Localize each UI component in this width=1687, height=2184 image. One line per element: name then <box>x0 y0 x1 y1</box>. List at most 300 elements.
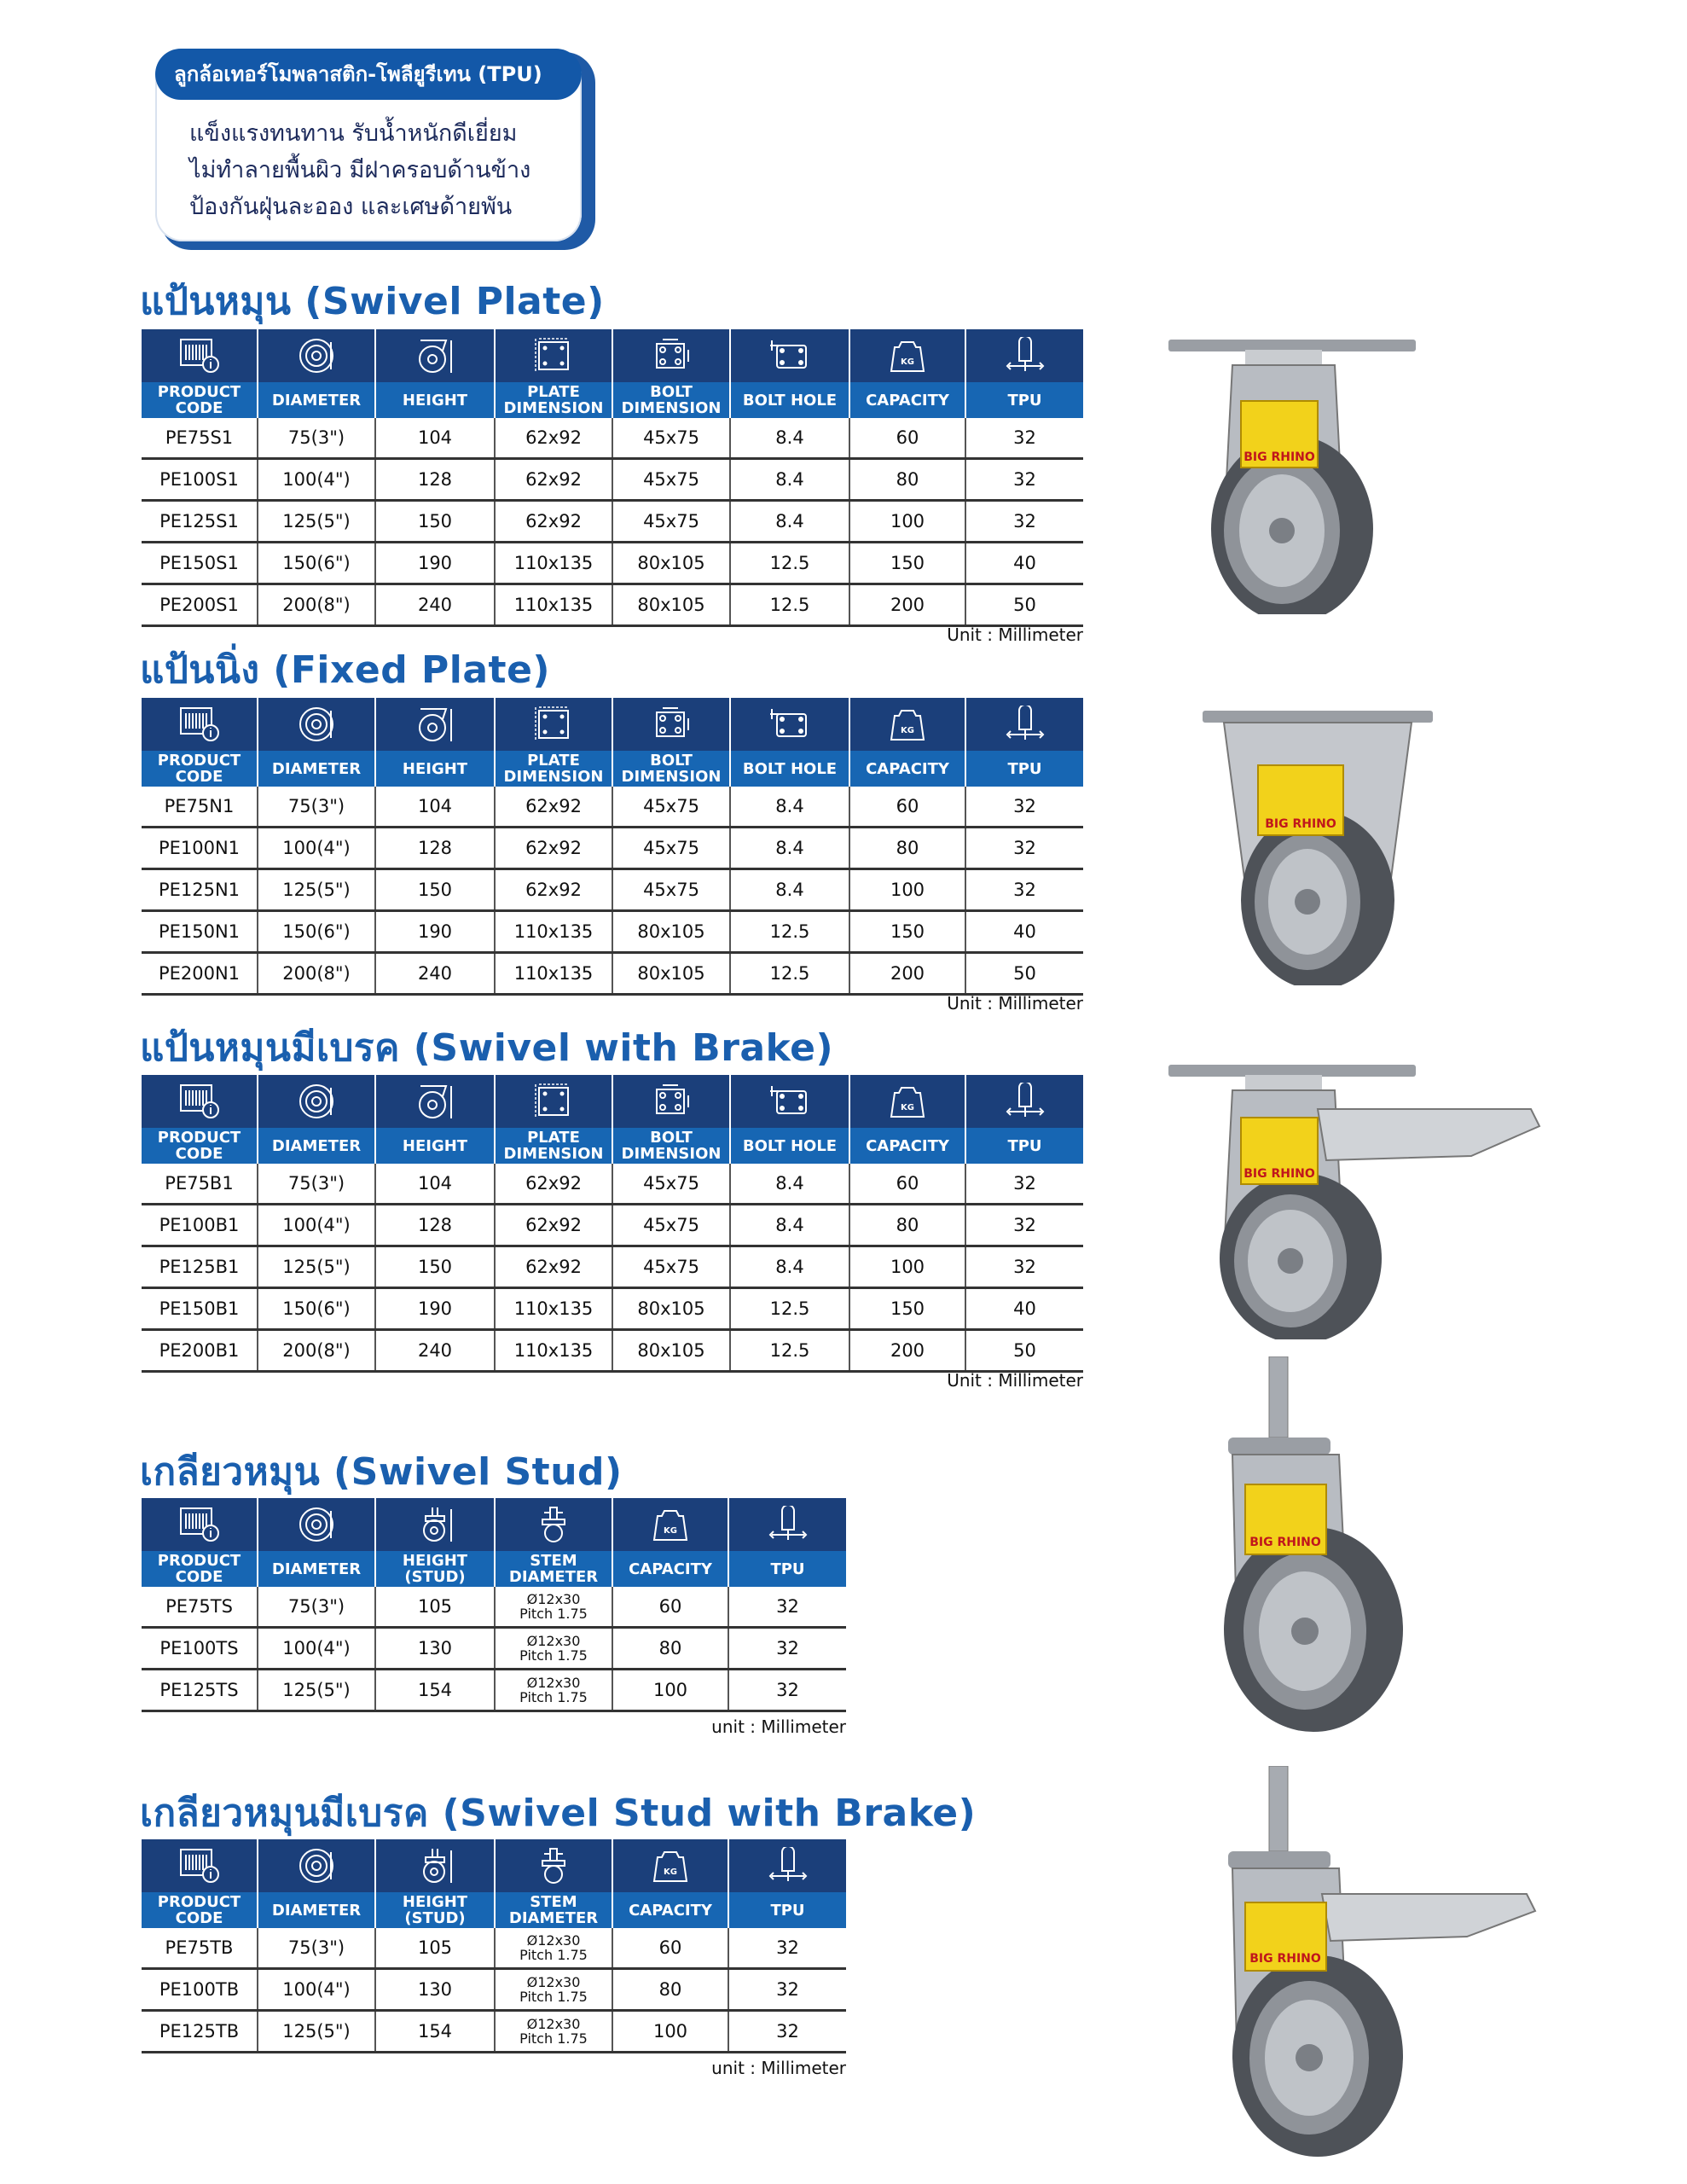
caster-photo-fixed <box>1190 704 1446 989</box>
table-cell: PE125N1 <box>142 869 258 911</box>
spec-table-fixed <box>142 698 1083 996</box>
barcode-info-icon <box>178 1506 221 1543</box>
table-cell: PE75TB <box>142 1928 258 1969</box>
table-row <box>142 501 1083 543</box>
column-header: CAPACITY <box>849 1128 965 1164</box>
caster-photo-stud-brake <box>1211 1766 1544 2170</box>
header-icon-cell <box>612 1075 730 1128</box>
table-cell: 60 <box>849 1164 965 1205</box>
table-cell: 32 <box>728 1587 846 1628</box>
column-header: BOLT DIMENSION <box>612 1128 730 1164</box>
intro-card <box>155 49 582 241</box>
header-icon-cell <box>142 698 258 751</box>
header-icon-cell <box>375 1839 495 1892</box>
table-cell: 75(3") <box>258 418 375 459</box>
table-row <box>142 1969 846 2011</box>
stem-size: Ø12x30 <box>526 1591 581 1607</box>
table-cell: 75(3") <box>258 1928 375 1969</box>
table-cell: 62x92 <box>495 501 612 543</box>
header-icon-cell <box>142 1075 258 1128</box>
table-cell: 200 <box>849 584 965 626</box>
table-cell: PE125S1 <box>142 501 258 543</box>
table-cell: 200 <box>849 1330 965 1372</box>
table-cell: PE150N1 <box>142 911 258 953</box>
table-cell: 100(4") <box>258 459 375 501</box>
table-cell: 32 <box>728 1628 846 1670</box>
tpu-wheel-icon <box>1004 1083 1046 1120</box>
kg-weight-icon <box>649 1847 692 1885</box>
table-row <box>142 584 1083 626</box>
table-cell: 125(5") <box>258 869 375 911</box>
stem-diameter-icon <box>532 1847 575 1885</box>
table-row <box>142 911 1083 953</box>
table-cell: PE75TS <box>142 1587 258 1628</box>
table-cell: 200 <box>849 953 965 995</box>
header-icon-cell <box>849 698 965 751</box>
stem-size: Ø12x30 <box>526 1633 581 1649</box>
column-header: HEIGHT (STUD) <box>375 1892 495 1928</box>
unit-label: Unit : Millimeter <box>947 993 1083 1014</box>
header-icon-cell <box>730 329 849 382</box>
intro-lines <box>189 115 530 225</box>
table-cell: 80 <box>849 828 965 869</box>
table-cell: 100 <box>849 869 965 911</box>
table-row <box>142 787 1083 828</box>
table-cell: 130 <box>375 1969 495 2011</box>
table-cell: 125(5") <box>258 2011 375 2053</box>
table-cell: 128 <box>375 828 495 869</box>
table-cell: 100(4") <box>258 1969 375 2011</box>
svg-text:KG: KG <box>664 1526 677 1536</box>
header-icon-cell <box>728 1498 846 1551</box>
column-header: BOLT HOLE <box>730 1128 849 1164</box>
header-icon-cell <box>258 1075 375 1128</box>
tpu-wheel-icon <box>767 1847 809 1885</box>
intro-line: ไม่ทำลายพื้นผิว มีฝาครอบด้านข้าง <box>189 157 531 183</box>
spec-table-brake <box>142 1075 1083 1373</box>
table-cell: 104 <box>375 418 495 459</box>
column-header: DIAMETER <box>258 1892 375 1928</box>
bolt-dimension-icon <box>650 337 693 375</box>
column-header: PRODUCT CODE <box>142 1128 258 1164</box>
intro-line: แข็งแรงทนทาน รับน้ำหนักดีเยี่ยม <box>189 120 518 147</box>
table-cell: 80 <box>849 459 965 501</box>
header-icon-cell <box>258 698 375 751</box>
table-cell <box>495 1628 612 1670</box>
table-row <box>142 1587 846 1628</box>
column-header: STEM DIAMETER <box>495 1892 612 1928</box>
table-cell: 8.4 <box>730 1205 849 1246</box>
column-header: CAPACITY <box>612 1892 728 1928</box>
table-row <box>142 828 1083 869</box>
table-cell: 32 <box>728 1969 846 2011</box>
spec-table-swivel <box>142 329 1083 627</box>
table-row <box>142 1628 846 1670</box>
section-title-brake: แป้นหมุนมีเบรค (Swivel with Brake) <box>140 1026 834 1070</box>
table-cell: 32 <box>728 2011 846 2053</box>
table-cell: 32 <box>965 1164 1083 1205</box>
header-icon-cell <box>142 329 258 382</box>
table-cell: 12.5 <box>730 911 849 953</box>
table-cell: 8.4 <box>730 418 849 459</box>
table-row <box>142 1330 1083 1372</box>
table-cell: 45x75 <box>612 828 730 869</box>
header-icon-cell <box>849 1075 965 1128</box>
table-cell: 50 <box>965 584 1083 626</box>
tpu-wheel-icon <box>1004 337 1046 375</box>
header-icon-cell <box>495 1075 612 1128</box>
header-icon-cell <box>495 329 612 382</box>
table-cell: 32 <box>965 869 1083 911</box>
brand-sticker: BIG RHINO <box>1265 817 1336 831</box>
table-cell: 12.5 <box>730 543 849 584</box>
table-cell: PE100TS <box>142 1628 258 1670</box>
column-header: TPU <box>728 1551 846 1587</box>
table-cell: 150 <box>849 1288 965 1330</box>
stem-size: Ø12x30 <box>526 1932 581 1949</box>
caster-height-icon <box>414 706 456 743</box>
table-row <box>142 543 1083 584</box>
table-cell: 100 <box>612 2011 728 2053</box>
kg-weight-icon <box>886 706 929 743</box>
table-cell: PE200B1 <box>142 1330 258 1372</box>
column-header: TPU <box>965 1128 1083 1164</box>
bolt-hole-icon <box>768 1083 811 1120</box>
table-cell: 45x75 <box>612 1205 730 1246</box>
bolt-hole-icon <box>768 706 811 743</box>
table-cell: 110x135 <box>495 911 612 953</box>
table-cell: 150 <box>375 501 495 543</box>
unit-label: Unit : Millimeter <box>947 1370 1083 1391</box>
header-icon-cell <box>849 329 965 382</box>
table-row <box>142 1246 1083 1288</box>
table-cell: 45x75 <box>612 1246 730 1288</box>
stem-diameter-icon <box>532 1506 575 1543</box>
stem-pitch: Pitch 1.75 <box>519 1989 588 2005</box>
table-cell: 80x105 <box>612 584 730 626</box>
table-cell: 110x135 <box>495 543 612 584</box>
header-icon-cell <box>495 1839 612 1892</box>
table-cell: 62x92 <box>495 787 612 828</box>
table-row <box>142 1164 1083 1205</box>
table-cell: PE125TS <box>142 1670 258 1711</box>
table-cell: 8.4 <box>730 501 849 543</box>
table-cell: 150(6") <box>258 543 375 584</box>
intro-box <box>145 38 588 252</box>
table-cell: 154 <box>375 2011 495 2053</box>
table-cell: 150 <box>849 911 965 953</box>
header-icon-cell <box>730 1075 849 1128</box>
table-cell: 32 <box>965 1246 1083 1288</box>
table-row <box>142 869 1083 911</box>
table-cell: PE200N1 <box>142 953 258 995</box>
table-cell: 100 <box>849 501 965 543</box>
header-icon-cell <box>258 1839 375 1892</box>
table-cell: 32 <box>965 1205 1083 1246</box>
column-header: DIAMETER <box>258 751 375 787</box>
table-cell: 75(3") <box>258 1164 375 1205</box>
table-row <box>142 953 1083 995</box>
table-cell: 100(4") <box>258 1205 375 1246</box>
caster-photo-stud <box>1220 1356 1416 1744</box>
header-icon-cell <box>728 1839 846 1892</box>
table-cell: 240 <box>375 584 495 626</box>
table-row <box>142 418 1083 459</box>
column-header: TPU <box>728 1892 846 1928</box>
table-cell: 200(8") <box>258 1330 375 1372</box>
table-cell: 62x92 <box>495 869 612 911</box>
spec-table-stud <box>142 1498 846 1712</box>
column-header: HEIGHT <box>375 382 495 418</box>
table-cell: 8.4 <box>730 1246 849 1288</box>
table-cell: 110x135 <box>495 953 612 995</box>
header-icon-cell <box>495 1498 612 1551</box>
table-cell: 104 <box>375 787 495 828</box>
column-header: PRODUCT CODE <box>142 751 258 787</box>
header-icon-cell <box>258 1498 375 1551</box>
table-cell: PE150S1 <box>142 543 258 584</box>
table-row <box>142 459 1083 501</box>
table-cell: 8.4 <box>730 787 849 828</box>
table-cell: 75(3") <box>258 1587 375 1628</box>
column-header: CAPACITY <box>849 751 965 787</box>
stem-pitch: Pitch 1.75 <box>519 1606 588 1622</box>
barcode-info-icon <box>178 1083 221 1120</box>
table-cell: 40 <box>965 1288 1083 1330</box>
stem-pitch: Pitch 1.75 <box>519 1947 588 1963</box>
table-cell: 32 <box>965 418 1083 459</box>
stem-size: Ø12x30 <box>526 2016 581 2032</box>
header-icon-cell <box>375 698 495 751</box>
column-header: PLATE DIMENSION <box>495 1128 612 1164</box>
stem-size: Ø12x30 <box>526 1675 581 1691</box>
section-title-stud: เกลียวหมุน (Swivel Stud) <box>140 1450 623 1494</box>
header-icon-cell <box>612 698 730 751</box>
table-cell: 32 <box>965 828 1083 869</box>
table-cell: 104 <box>375 1164 495 1205</box>
intro-line: ป้องกันฝุ่นละออง และเศษด้ายพัน <box>189 194 513 220</box>
svg-text:KG: KG <box>664 1867 677 1877</box>
table-cell: 75(3") <box>258 787 375 828</box>
header-icon-cell <box>965 698 1083 751</box>
table-cell: 190 <box>375 911 495 953</box>
column-header: PRODUCT CODE <box>142 1551 258 1587</box>
table-cell: 80x105 <box>612 543 730 584</box>
table-cell: 80 <box>612 1628 728 1670</box>
stem-pitch: Pitch 1.75 <box>519 2030 588 2047</box>
intro-title: ลูกล้อเทอร์โมพลาสติก-โพลียูรีเทน (TPU) <box>155 49 582 100</box>
table-cell: 62x92 <box>495 418 612 459</box>
spec-table-stud-brake <box>142 1839 846 2053</box>
table-row <box>142 1205 1083 1246</box>
column-header: STEM DIAMETER <box>495 1551 612 1587</box>
tpu-wheel-icon <box>767 1506 809 1543</box>
table-cell: 150(6") <box>258 1288 375 1330</box>
table-cell: 110x135 <box>495 584 612 626</box>
caster-height-icon <box>414 337 456 375</box>
table-cell: 80x105 <box>612 1288 730 1330</box>
bolt-hole-icon <box>768 337 811 375</box>
stem-pitch: Pitch 1.75 <box>519 1689 588 1705</box>
barcode-info-icon <box>178 337 221 375</box>
table-cell: 45x75 <box>612 787 730 828</box>
table-cell: 80 <box>849 1205 965 1246</box>
table-cell: 32 <box>965 459 1083 501</box>
table-cell: 150(6") <box>258 911 375 953</box>
svg-text:KG: KG <box>901 1103 914 1112</box>
table-cell: 100(4") <box>258 828 375 869</box>
header-icon-cell <box>375 329 495 382</box>
section-title-stud-brake: เกลียวหมุนมีเบรค (Swivel Stud with Brake) <box>140 1792 977 1835</box>
table-cell: 80x105 <box>612 1330 730 1372</box>
header-icon-cell <box>258 329 375 382</box>
column-header: BOLT HOLE <box>730 751 849 787</box>
table-cell: 150 <box>375 1246 495 1288</box>
table-cell: PE125B1 <box>142 1246 258 1288</box>
table-cell: 45x75 <box>612 1164 730 1205</box>
column-header: DIAMETER <box>258 1128 375 1164</box>
table-cell: 40 <box>965 911 1083 953</box>
table-cell <box>495 1587 612 1628</box>
table-cell: 150 <box>375 869 495 911</box>
table-cell: 8.4 <box>730 869 849 911</box>
table-cell: 125(5") <box>258 1246 375 1288</box>
column-header: PLATE DIMENSION <box>495 751 612 787</box>
stud-height-icon <box>414 1506 456 1543</box>
table-cell: 125(5") <box>258 1670 375 1711</box>
kg-weight-icon <box>886 337 929 375</box>
column-header: CAPACITY <box>612 1551 728 1587</box>
column-header: BOLT DIMENSION <box>612 382 730 418</box>
table-cell: 12.5 <box>730 1288 849 1330</box>
table-cell: 40 <box>965 543 1083 584</box>
table-cell: PE100S1 <box>142 459 258 501</box>
column-header: PRODUCT CODE <box>142 1892 258 1928</box>
caster-photo-brake <box>1164 1058 1548 1343</box>
table-cell: 62x92 <box>495 1246 612 1288</box>
header-icon-cell <box>965 1075 1083 1128</box>
header-icon-cell <box>612 1498 728 1551</box>
plate-dimension-icon <box>532 706 575 743</box>
table-cell: 125(5") <box>258 501 375 543</box>
brand-sticker: BIG RHINO <box>1244 450 1315 464</box>
section-title-fixed: แป้นนิ่ง (Fixed Plate) <box>140 648 551 692</box>
table-cell: 80 <box>612 1969 728 2011</box>
table-cell: PE75N1 <box>142 787 258 828</box>
caster-photo-swivel <box>1164 333 1420 618</box>
caster-height-icon <box>414 1083 456 1120</box>
column-header: TPU <box>965 751 1083 787</box>
unit-label: unit : Millimeter <box>711 2058 846 2078</box>
wheel-side-icon <box>295 1847 338 1885</box>
unit-label: Unit : Millimeter <box>947 624 1083 645</box>
table-cell: 110x135 <box>495 1330 612 1372</box>
table-cell: 105 <box>375 1587 495 1628</box>
header-icon-cell <box>612 1839 728 1892</box>
wheel-side-icon <box>295 706 338 743</box>
table-cell: 130 <box>375 1628 495 1670</box>
plate-dimension-icon <box>532 1083 575 1120</box>
table-cell: 32 <box>965 501 1083 543</box>
section-title-swivel: แป้นหมุน (Swivel Plate) <box>140 280 605 323</box>
column-header: PLATE DIMENSION <box>495 382 612 418</box>
table-cell: 60 <box>612 1587 728 1628</box>
column-header: HEIGHT (STUD) <box>375 1551 495 1587</box>
table-cell: 190 <box>375 1288 495 1330</box>
table-cell: 100 <box>849 1246 965 1288</box>
table-cell: 32 <box>728 1928 846 1969</box>
table-cell: 45x75 <box>612 501 730 543</box>
header-icon-cell <box>495 698 612 751</box>
svg-text:KG: KG <box>901 726 914 735</box>
table-row <box>142 1288 1083 1330</box>
table-cell: 110x135 <box>495 1288 612 1330</box>
table-cell: 62x92 <box>495 1164 612 1205</box>
column-header: HEIGHT <box>375 1128 495 1164</box>
header-icon-cell <box>375 1498 495 1551</box>
table-cell: 128 <box>375 459 495 501</box>
table-cell: 60 <box>612 1928 728 1969</box>
table-cell: 45x75 <box>612 418 730 459</box>
barcode-info-icon <box>178 1847 221 1885</box>
brand-sticker: BIG RHINO <box>1249 1536 1321 1549</box>
wheel-side-icon <box>295 337 338 375</box>
table-cell: 45x75 <box>612 869 730 911</box>
table-cell: 45x75 <box>612 459 730 501</box>
table-cell: 32 <box>965 787 1083 828</box>
table-cell: 105 <box>375 1928 495 1969</box>
table-cell: PE150B1 <box>142 1288 258 1330</box>
table-row <box>142 1670 846 1711</box>
column-header: DIAMETER <box>258 382 375 418</box>
table-cell: 80x105 <box>612 911 730 953</box>
table-cell: 150 <box>849 543 965 584</box>
table-cell: 240 <box>375 1330 495 1372</box>
wheel-side-icon <box>295 1083 338 1120</box>
table-cell: PE200S1 <box>142 584 258 626</box>
table-cell: 32 <box>728 1670 846 1711</box>
table-cell: 190 <box>375 543 495 584</box>
table-cell: 12.5 <box>730 953 849 995</box>
table-cell <box>495 2011 612 2053</box>
bolt-dimension-icon <box>650 1083 693 1120</box>
stem-size: Ø12x30 <box>526 1974 581 1990</box>
kg-weight-icon <box>649 1506 692 1543</box>
table-cell: PE100TB <box>142 1969 258 2011</box>
table-cell: 12.5 <box>730 584 849 626</box>
table-cell: 240 <box>375 953 495 995</box>
table-cell: PE100N1 <box>142 828 258 869</box>
table-cell <box>495 1670 612 1711</box>
table-cell: 100(4") <box>258 1628 375 1670</box>
header-icon-cell <box>612 329 730 382</box>
table-row <box>142 2011 846 2053</box>
column-header: BOLT DIMENSION <box>612 751 730 787</box>
table-cell <box>495 1928 612 1969</box>
stud-height-icon <box>414 1847 456 1885</box>
header-icon-cell <box>142 1839 258 1892</box>
table-cell: 62x92 <box>495 1205 612 1246</box>
svg-text:KG: KG <box>901 357 914 367</box>
header-icon-cell <box>375 1075 495 1128</box>
table-cell: 60 <box>849 787 965 828</box>
column-header: CAPACITY <box>849 382 965 418</box>
table-cell: 62x92 <box>495 459 612 501</box>
table-row <box>142 1928 846 1969</box>
column-header: DIAMETER <box>258 1551 375 1587</box>
table-cell: 8.4 <box>730 459 849 501</box>
unit-label: unit : Millimeter <box>711 1716 846 1737</box>
